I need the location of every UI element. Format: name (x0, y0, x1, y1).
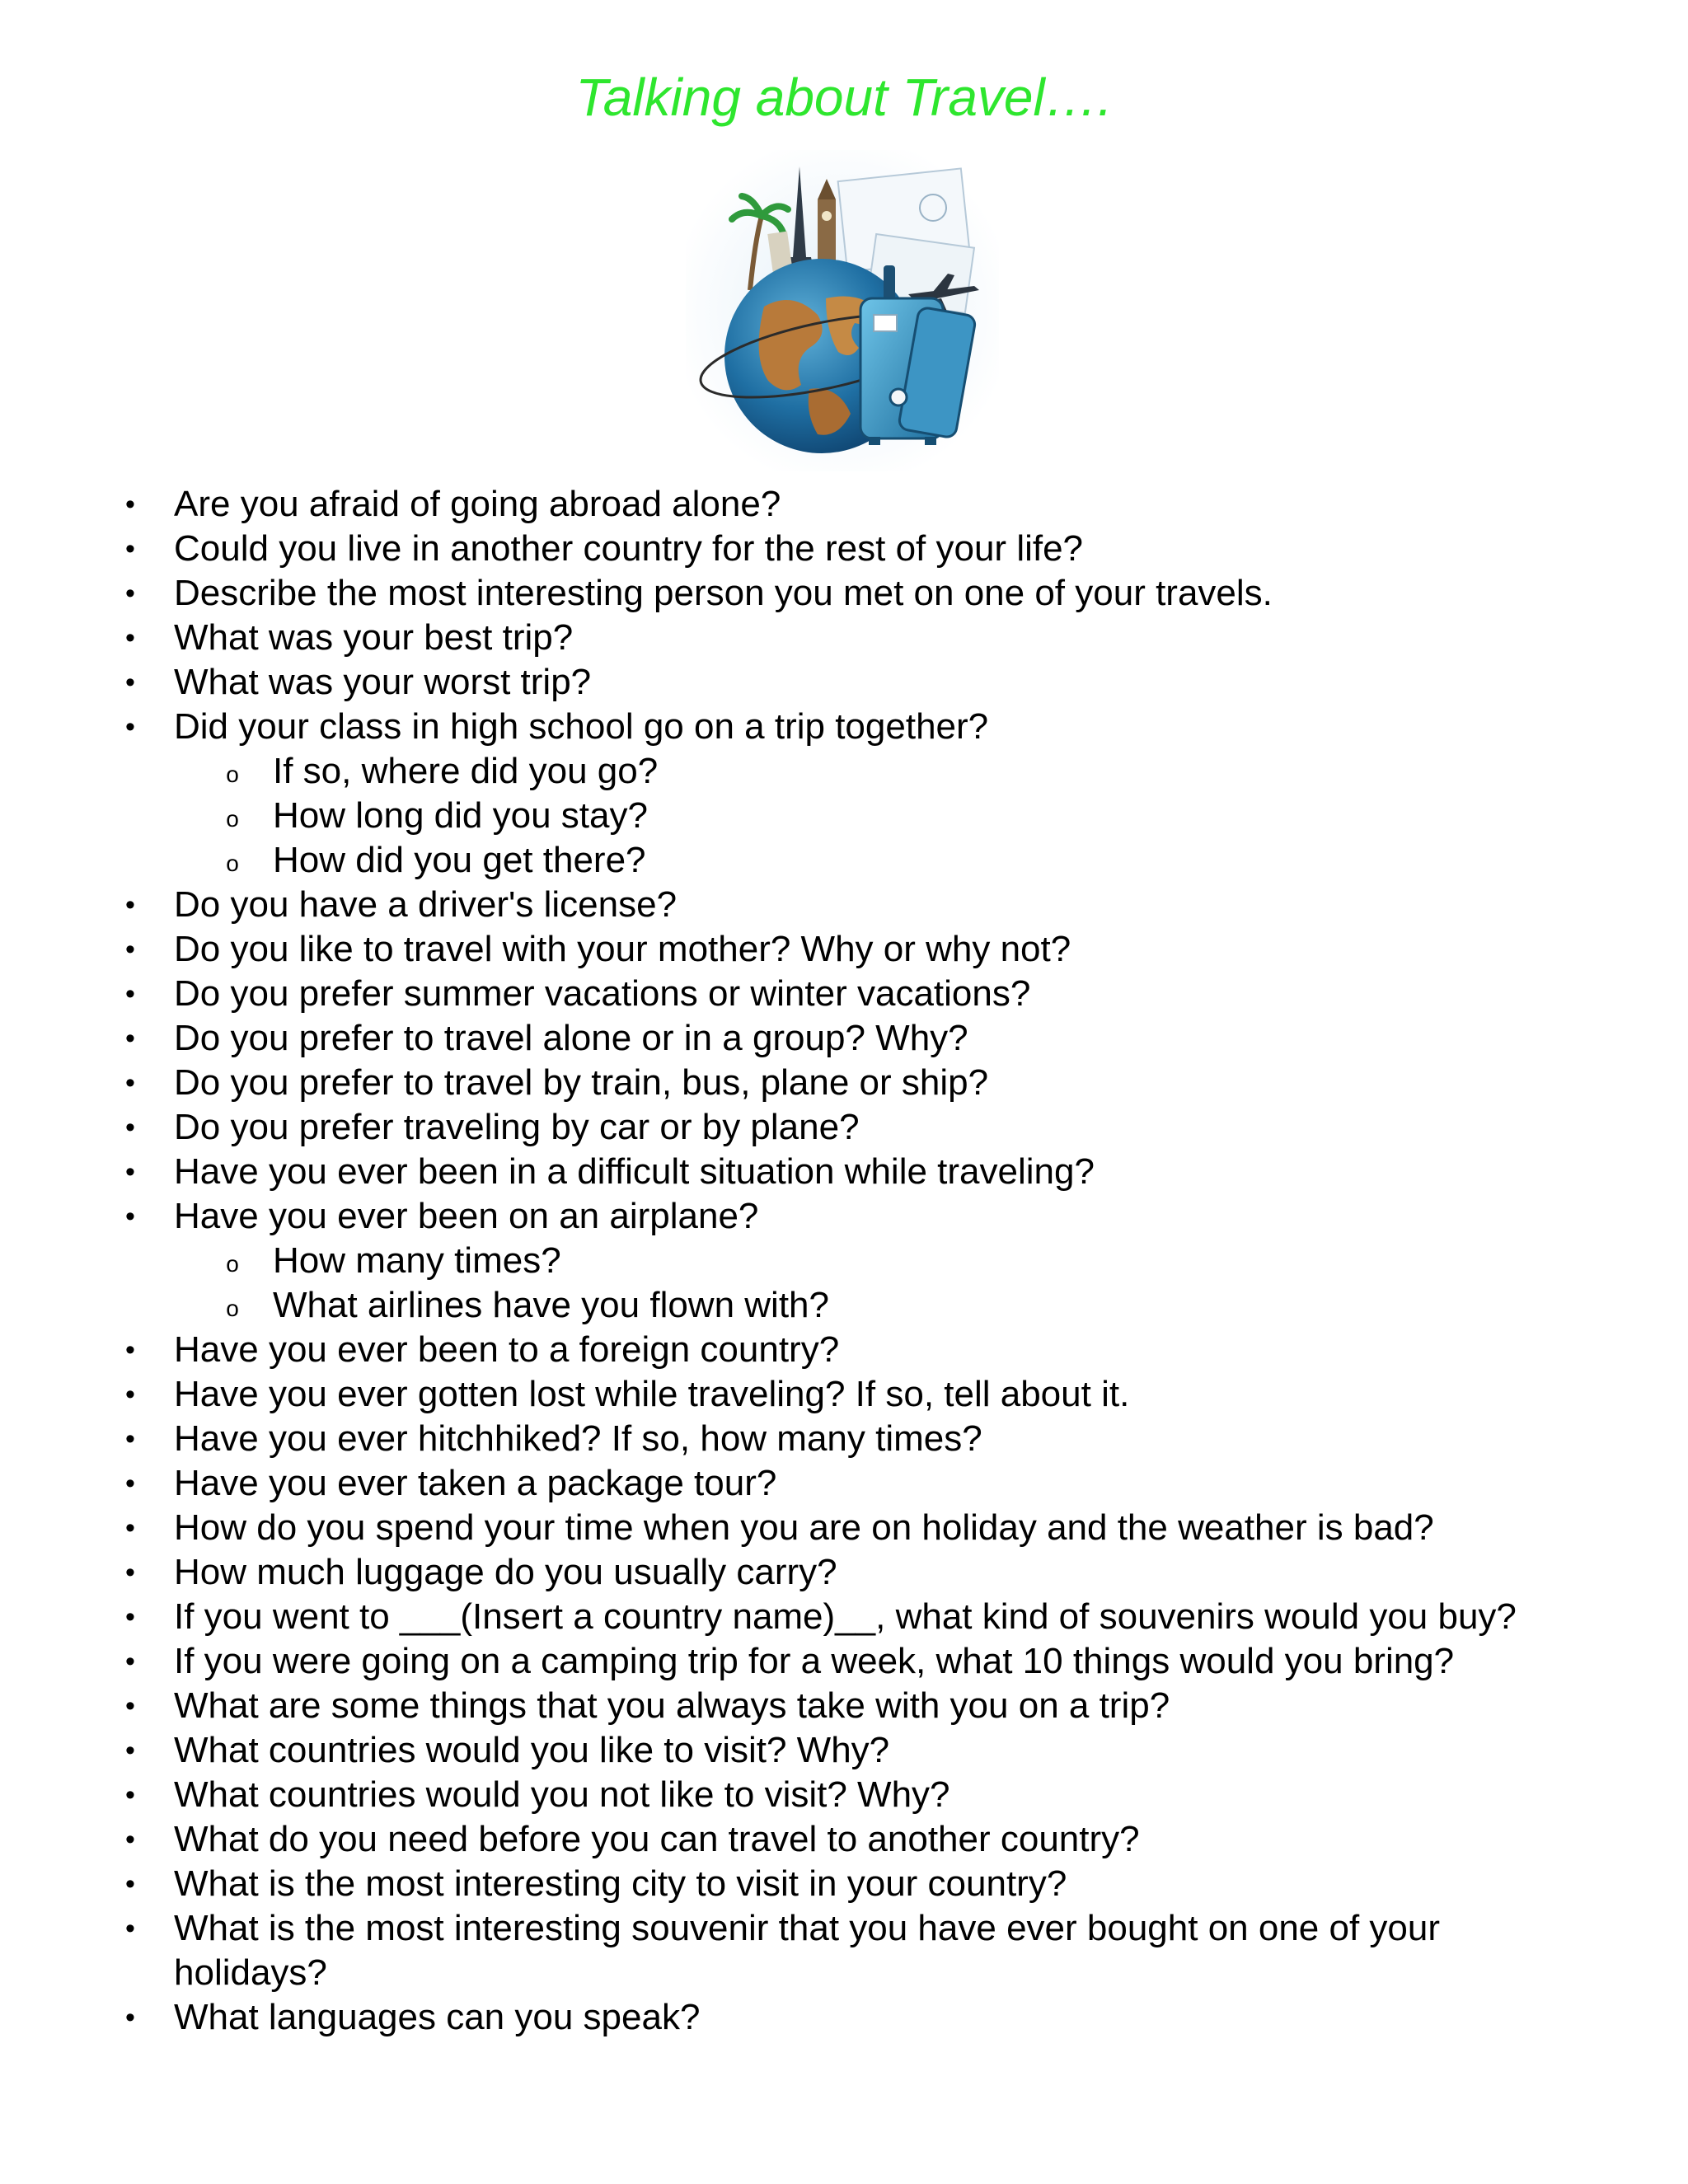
bullet-icon: • (125, 1868, 135, 1900)
question-item (0, 1817, 1534, 1862)
bullet-icon: • (125, 1023, 135, 1054)
question-text: Do you have a driver's license? (174, 884, 678, 925)
question-item (0, 1550, 1534, 1595)
question-text: What are some things that you always take with you on a trip? (174, 1685, 1170, 1726)
question-item (0, 1016, 1534, 1061)
bullet-icon: • (125, 711, 135, 743)
question-item (0, 705, 1534, 749)
bullet-icon: • (125, 533, 135, 565)
question-text: How many times? (273, 1240, 561, 1281)
bullet-icon: • (125, 978, 135, 1010)
question-text: Do you prefer to travel by train, bus, plane or ship? (174, 1062, 989, 1103)
sub-question-item (0, 749, 1534, 794)
question-text: How long did you stay? (273, 795, 648, 836)
bullet-icon: • (125, 1334, 135, 1366)
question-item (0, 1417, 1534, 1461)
question-item (0, 1639, 1534, 1684)
question-item (0, 1506, 1534, 1550)
question-text: What languages can you speak? (174, 1997, 701, 2037)
question-text: Did your class in high school go on a trip together? (174, 706, 989, 747)
question-text: Have you ever been in a difficult situation while traveling? (174, 1151, 1095, 1192)
bullet-icon: • (125, 1690, 135, 1722)
question-item (0, 1595, 1534, 1639)
question-item (0, 1684, 1534, 1728)
circle-bullet-icon: o (226, 851, 239, 876)
bullet-icon: • (125, 1512, 135, 1544)
question-item (0, 1328, 1534, 1372)
question-text: What countries would you not like to visit? Why? (174, 1774, 950, 1815)
question-item (0, 1773, 1534, 1817)
page-title: Talking about Travel…. (575, 68, 1113, 127)
sub-question-item (0, 1283, 1534, 1328)
question-item (0, 927, 1534, 972)
bullet-icon: • (125, 1557, 135, 1588)
bullet-icon: • (125, 1601, 135, 1633)
travel-globe-suitcase-illustration (686, 150, 999, 471)
bullet-icon: • (125, 1468, 135, 1499)
bullet-icon: • (125, 1824, 135, 1855)
bullet-icon: • (125, 889, 135, 921)
question-item (0, 571, 1534, 616)
circle-bullet-icon: o (226, 1251, 239, 1277)
bullet-icon: • (125, 934, 135, 965)
bullet-icon: • (125, 489, 135, 520)
bullet-icon: • (125, 1067, 135, 1099)
question-item (0, 1995, 1534, 2040)
sub-question-item (0, 838, 1534, 883)
question-text: How do you spend your time when you are on holiday and the weather is bad? (174, 1507, 1434, 1548)
question-item (0, 1372, 1534, 1417)
bullet-icon: • (125, 1423, 135, 1455)
question-text: Do you like to travel with your mother? Why or why not? (174, 929, 1071, 969)
question-item (0, 1105, 1534, 1150)
question-text: Describe the most interesting person you met on one of your travels. (174, 573, 1273, 613)
question-item (0, 660, 1534, 705)
bullet-icon: • (125, 1112, 135, 1143)
question-item (0, 1728, 1534, 1773)
bullet-icon: • (125, 578, 135, 609)
question-text: How did you get there? (273, 840, 646, 880)
bullet-icon: • (125, 1646, 135, 1677)
circle-bullet-icon: o (226, 1296, 239, 1321)
question-item (0, 1906, 1534, 1995)
question-item (0, 616, 1534, 660)
question-text: Have you ever been to a foreign country? (174, 1329, 840, 1370)
question-text: What is the most interesting city to visit in your country? (174, 1863, 1067, 1904)
question-text: If you went to ___(Insert a country name)__, what kind of souvenirs would you buy? (174, 1596, 1517, 1637)
question-text: How much luggage do you usually carry? (174, 1552, 837, 1592)
question-item (0, 972, 1534, 1016)
circle-bullet-icon: o (226, 806, 239, 832)
bullet-icon: • (125, 622, 135, 654)
sub-question-item (0, 794, 1534, 838)
question-item (0, 1461, 1534, 1506)
question-text: Have you ever taken a package tour? (174, 1463, 777, 1503)
question-text: What do you need before you can travel to another country? (174, 1819, 1140, 1859)
question-text: Have you ever gotten lost while traveling? If so, tell about it. (174, 1374, 1130, 1414)
question-item (0, 1862, 1534, 1906)
bullet-icon: • (125, 1156, 135, 1188)
question-text: Have you ever been on an airplane? (174, 1196, 759, 1236)
question-item (0, 1061, 1534, 1105)
question-text: Are you afraid of going abroad alone? (174, 484, 781, 524)
question-list (0, 482, 1534, 2040)
circle-bullet-icon: o (226, 762, 239, 787)
question-item (0, 527, 1534, 571)
question-text: What is the most interesting souvenir that you have ever bought on one of your holidays? (174, 1908, 1441, 1993)
question-text: Do you prefer to travel alone or in a group? Why? (174, 1018, 968, 1058)
bullet-icon: • (125, 667, 135, 698)
question-item (0, 482, 1534, 527)
question-text: What was your worst trip? (174, 662, 592, 702)
question-text: What airlines have you flown with? (273, 1285, 829, 1325)
bullet-icon: • (125, 2002, 135, 2033)
bullet-icon: • (125, 1913, 135, 1944)
bullet-icon: • (125, 1779, 135, 1811)
bullet-icon: • (125, 1201, 135, 1232)
question-item (0, 1194, 1534, 1239)
question-text: What countries would you like to visit? Why? (174, 1730, 890, 1770)
question-text: If you were going on a camping trip for a week, what 10 things would you bring? (174, 1641, 1455, 1681)
question-text: Do you prefer summer vacations or winter vacations? (174, 973, 1031, 1014)
bullet-icon: • (125, 1735, 135, 1766)
question-item (0, 883, 1534, 927)
bullet-icon: • (125, 1379, 135, 1410)
question-text: Do you prefer traveling by car or by plane? (174, 1107, 860, 1147)
question-text: What was your best trip? (174, 617, 574, 658)
question-text: Could you live in another country for the rest of your life? (174, 528, 1084, 569)
question-text: Have you ever hitchhiked? If so, how many times? (174, 1418, 982, 1459)
question-text: If so, where did you go? (273, 751, 659, 791)
question-item (0, 1150, 1534, 1194)
sub-question-item (0, 1239, 1534, 1283)
